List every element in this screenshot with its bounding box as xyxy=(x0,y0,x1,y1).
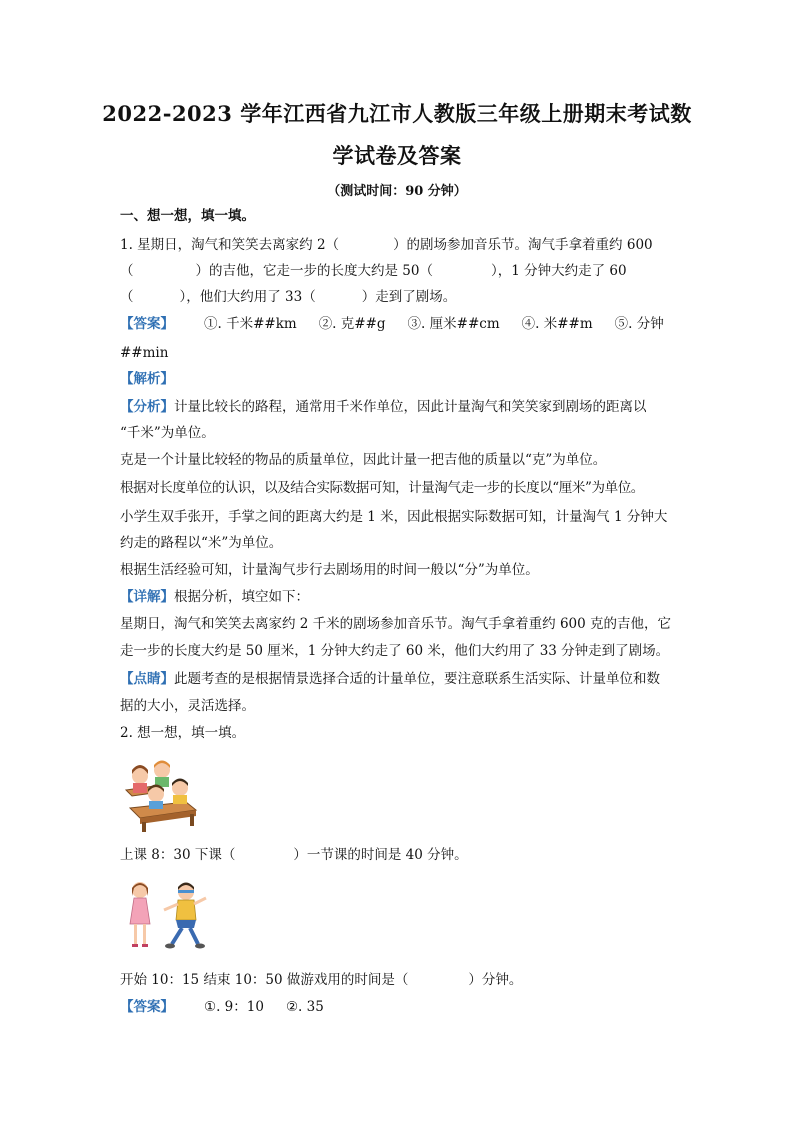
question-2-sentence-2: 开始 10：15 结束 10：50 做游戏用的时间是（ ）分钟。 xyxy=(120,972,523,988)
detail-line-3: 走一步的长度大约是 50 厘米，1 分钟大约走了 60 米，他们大约用了 33 分钟走到了剧场。 xyxy=(120,643,670,659)
children-playing-illustration xyxy=(124,876,214,956)
answer-line: 【答案】 ①. 千米##km ②. 克##g ③. 厘米##cm ④. 米##m ⑤. 分钟 xyxy=(120,316,664,332)
point-line-1: 【点睛】此题考查的是根据情景选择合适的计量单位，要注意联系生活实际、计量单位和数 xyxy=(120,671,660,687)
question-1-line-1: 1. 星期日，淘气和笑笑去离家约 2（ ）的剧场参加音乐节。淘气手拿着重约 600 xyxy=(120,237,653,253)
question-2-sentence-1: 上课 8：30 下课（ ）一节课的时间是 40 分钟。 xyxy=(120,847,468,863)
analysis-tag: 【解析】 xyxy=(120,371,174,387)
question-1-line-3: （ ），他们大约用了 33（ ）走到了剧场。 xyxy=(120,289,457,305)
analysis-line-2: “千米”为单位。 xyxy=(120,425,215,441)
answer-tag: 【答案】 xyxy=(120,999,174,1015)
analysis-line-6: 约走的路程以“米”为单位。 xyxy=(120,535,283,551)
analysis-line-1: 【分析】计量比较长的路程，通常用千米作单位，因此计量淘气和笑笑家到剧场的距离以 xyxy=(120,399,647,415)
analysis-line-7: 根据生活经验可知，计量淘气步行去剧场用的时间一般以“分”为单位。 xyxy=(120,562,539,578)
point-line-2: 据的大小，灵活选择。 xyxy=(120,698,255,714)
answer-tail: ##min xyxy=(120,345,169,361)
analysis-line-5: 小学生双手张开，手掌之间的距离大约是 1 米，因此根据实际数据可知，计量淘气 1 分钟大 xyxy=(120,509,668,525)
question-2-heading: 2. 想一想，填一填。 xyxy=(120,725,246,741)
question-1-line-2: （ ）的吉他，它走一步的长度大约是 50（ ），1 分钟大约走了 60 xyxy=(120,263,627,279)
question-2-answer-line: 【答案】 ①. 9：10 ②. 35 xyxy=(120,999,324,1015)
classroom-students-illustration xyxy=(124,756,202,834)
document-title-line2: 学试卷及答案 xyxy=(332,143,462,168)
answer-tag: 【答案】 xyxy=(120,316,174,332)
analysis-line-3: 克是一个计量比较轻的物品的质量单位，因此计量一把吉他的质量以“克”为单位。 xyxy=(120,452,607,468)
detail-line-1: 【详解】根据分析，填空如下： xyxy=(120,589,309,605)
detail-line-2: 星期日，淘气和笑笑去离家约 2 千米的剧场参加音乐节。淘气手拿着重约 600 克的吉他，它 xyxy=(120,616,672,632)
document-title-line1: 2022-2023 学年江西省九江市人教版三年级上册期末考试数 xyxy=(102,101,692,126)
test-time-note: （测试时间：90 分钟） xyxy=(327,184,467,199)
section-heading: 一、想一想，填一填。 xyxy=(120,208,255,224)
analysis-line-4: 根据对长度单位的认识，以及结合实际数据可知，计量淘气走一步的长度以“厘米”为单位。 xyxy=(120,480,644,496)
